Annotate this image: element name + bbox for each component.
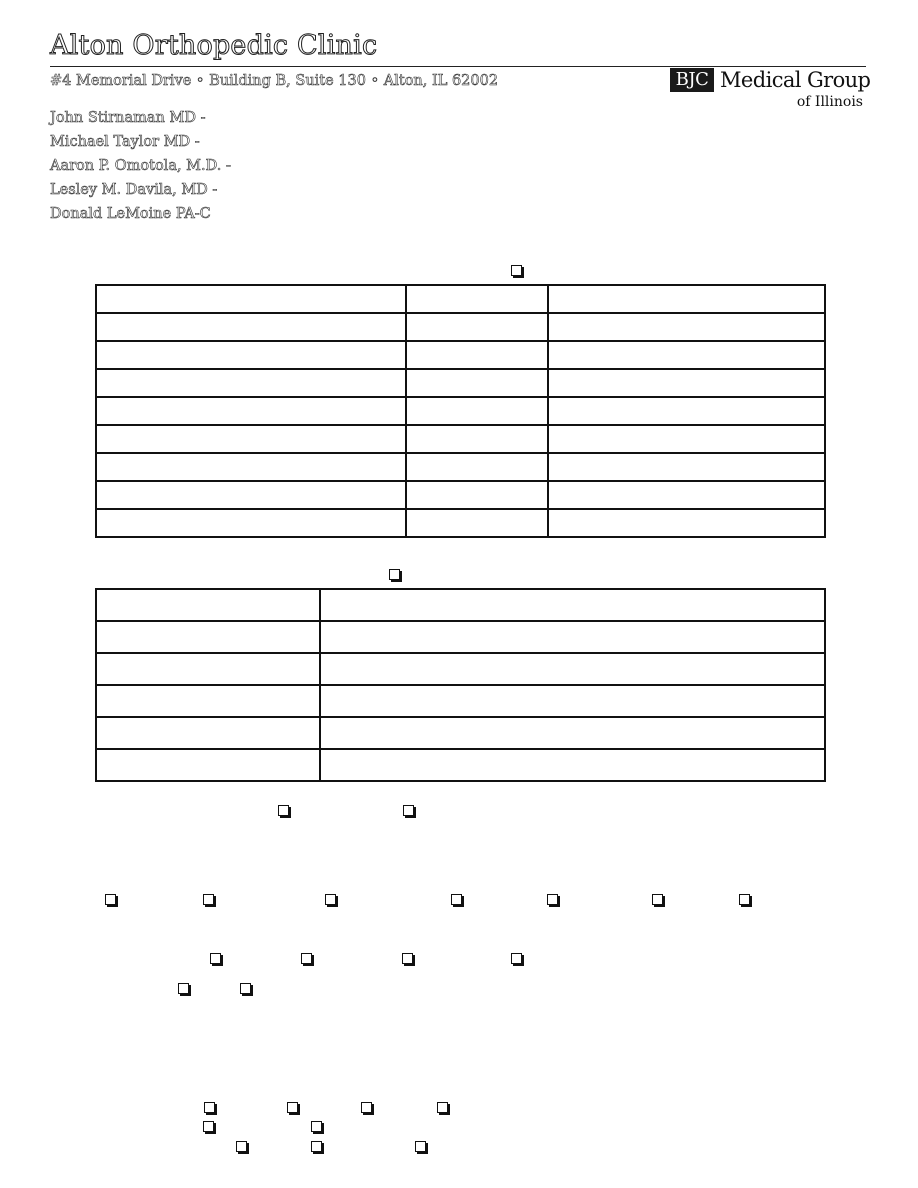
option-checkbox[interactable] <box>403 805 414 816</box>
option-checkbox[interactable] <box>203 1121 214 1132</box>
option-checkbox[interactable] <box>311 1141 322 1152</box>
option-checkbox[interactable] <box>652 894 663 905</box>
table-cell[interactable] <box>96 397 406 425</box>
history-table <box>95 588 826 782</box>
table-cell[interactable] <box>406 509 548 537</box>
table-cell[interactable] <box>548 425 825 453</box>
table-row <box>96 425 825 453</box>
table-cell[interactable] <box>548 369 825 397</box>
table-cell[interactable] <box>96 749 320 781</box>
option-checkbox[interactable] <box>204 1102 215 1113</box>
medication-table <box>95 284 826 538</box>
table-cell[interactable] <box>548 481 825 509</box>
option-checkbox[interactable] <box>511 953 522 964</box>
table-cell[interactable] <box>96 425 406 453</box>
table-row <box>96 397 825 425</box>
table-cell[interactable] <box>548 509 825 537</box>
section1-checkbox[interactable] <box>511 265 522 276</box>
table-row <box>96 653 825 685</box>
table-cell[interactable] <box>96 369 406 397</box>
table-cell[interactable] <box>320 653 825 685</box>
table-row <box>96 717 825 749</box>
option-checkbox[interactable] <box>236 1141 247 1152</box>
table-cell[interactable] <box>320 717 825 749</box>
table-cell[interactable] <box>320 749 825 781</box>
option-checkbox[interactable] <box>325 894 336 905</box>
clinic-address: #4 Memorial Drive ◦ Building B, Suite 130 ◦ Alton, IL 62002 <box>50 73 499 89</box>
table-cell[interactable] <box>548 397 825 425</box>
table-cell[interactable] <box>406 369 548 397</box>
option-checkbox[interactable] <box>547 894 558 905</box>
table-cell[interactable] <box>406 341 548 369</box>
clinic-title: Alton Orthopedic Clinic <box>50 30 378 61</box>
table-cell[interactable] <box>96 313 406 341</box>
table-row <box>96 453 825 481</box>
option-checkbox[interactable] <box>311 1121 322 1132</box>
table-row <box>96 369 825 397</box>
table-cell[interactable] <box>96 481 406 509</box>
table-row <box>96 749 825 781</box>
table-cell[interactable] <box>406 481 548 509</box>
bjc-logo-name: Medical Group <box>720 68 871 92</box>
table-cell[interactable] <box>320 685 825 717</box>
table-row <box>96 509 825 537</box>
table-cell[interactable] <box>548 341 825 369</box>
table-cell[interactable] <box>406 425 548 453</box>
table-row <box>96 341 825 369</box>
table-cell[interactable] <box>96 717 320 749</box>
table-cell[interactable] <box>96 509 406 537</box>
option-checkbox[interactable] <box>240 983 251 994</box>
option-checkbox[interactable] <box>415 1141 426 1152</box>
bjc-logo <box>670 66 871 116</box>
table-cell[interactable] <box>548 313 825 341</box>
table-cell[interactable] <box>96 653 320 685</box>
bjc-logo-box: BJC <box>670 68 714 92</box>
option-checkbox[interactable] <box>105 894 116 905</box>
doctor-name: Donald LeMoine PA-C <box>50 206 211 222</box>
table-row <box>96 285 825 313</box>
option-checkbox[interactable] <box>301 953 312 964</box>
doctor-name: Lesley M. Davila, MD - <box>50 182 218 198</box>
option-checkbox[interactable] <box>361 1102 372 1113</box>
table-cell[interactable] <box>96 285 406 313</box>
option-checkbox[interactable] <box>451 894 462 905</box>
table-cell[interactable] <box>96 453 406 481</box>
table-cell[interactable] <box>96 341 406 369</box>
option-checkbox[interactable] <box>287 1102 298 1113</box>
table-cell[interactable] <box>96 589 320 621</box>
table-cell[interactable] <box>96 685 320 717</box>
table-row <box>96 621 825 653</box>
table-cell[interactable] <box>406 397 548 425</box>
table-cell[interactable] <box>96 621 320 653</box>
table-cell[interactable] <box>406 313 548 341</box>
section2-checkbox[interactable] <box>389 569 400 580</box>
option-checkbox[interactable] <box>178 983 189 994</box>
table-row <box>96 481 825 509</box>
doctor-name: John Stirnaman MD - <box>50 110 206 126</box>
option-checkbox[interactable] <box>278 805 289 816</box>
doctor-name: Michael Taylor MD - <box>50 134 200 150</box>
table-row <box>96 313 825 341</box>
option-checkbox[interactable] <box>437 1102 448 1113</box>
doctor-list <box>50 106 231 226</box>
table-cell[interactable] <box>406 285 548 313</box>
option-checkbox[interactable] <box>203 894 214 905</box>
table-cell[interactable] <box>320 589 825 621</box>
table-cell[interactable] <box>406 453 548 481</box>
table-cell[interactable] <box>320 621 825 653</box>
doctor-name: Aaron P. Omotola, M.D. - <box>50 158 231 174</box>
option-checkbox[interactable] <box>402 953 413 964</box>
bjc-logo-sub: of Illinois <box>796 94 863 110</box>
table-row <box>96 589 825 621</box>
table-cell[interactable] <box>548 285 825 313</box>
option-checkbox[interactable] <box>739 894 750 905</box>
table-cell[interactable] <box>548 453 825 481</box>
table-row <box>96 685 825 717</box>
option-checkbox[interactable] <box>210 953 221 964</box>
